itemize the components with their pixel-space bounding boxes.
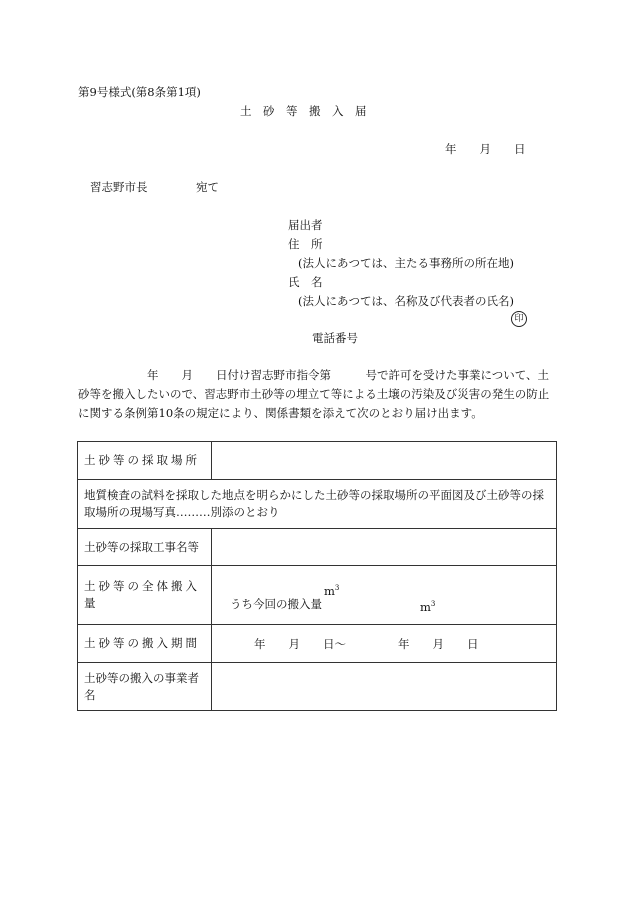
period-from: 年 月 日〜 [254,637,346,651]
construction-name-label: 土砂等の採取工事名等 [78,529,212,566]
addressee: 習志野市長 [90,180,148,194]
body-paragraph: 年 月 日付け習志野市指令第 号で許可を受けた事業について、土砂等を搬入したいので、習志野市土砂等の埋立て等による土壌の汚染及び災害の発生の防止に関する条例第10条の規定により、関係書類を添えて次のとおり届け出ます。 [78,368,550,420]
period-field[interactable] [212,625,557,663]
address-label: 住 所 [288,237,323,251]
name-label: 氏 名 [288,275,323,289]
period-to: 年 月 日 [398,637,479,651]
collection-site-field[interactable] [212,442,557,480]
form-table [77,441,557,711]
total-volume-label: 土砂等の全体搬入量 [78,566,212,625]
phone-label: 電話番号 [312,331,358,345]
date-line: 年 月 日 [445,142,526,156]
operator-name-label: 土砂等の搬入の事業者名 [78,663,212,711]
notifier-label: 届出者 [288,218,323,232]
attachment-note: 地質検査の試料を採取した地点を明らかにした土砂等の採取場所の平面図及び土砂等の採取場所の現場写真………別添のとおり [78,480,557,529]
table-row [78,625,557,663]
this-volume-unit: $m^3$ [420,599,436,614]
form-number: 第9号様式(第8条第1項) [78,85,201,99]
volume-field[interactable] [212,566,557,625]
table-row [78,480,557,529]
operator-name-field[interactable] [212,663,557,711]
table-row [78,529,557,566]
table-row [78,442,557,480]
period-label: 土砂等の搬入期間 [78,625,212,663]
total-volume-unit: $m^3$ [324,583,340,598]
address-note: (法人にあつては、主たる事務所の所在地) [298,256,514,270]
this-volume-label: うち今回の搬入量 [230,597,322,611]
table-row [78,663,557,711]
addressee-suffix: 宛て [196,180,219,194]
name-note: (法人にあつては、名称及び代表者の氏名) [298,294,514,308]
table-row [78,566,557,625]
document-title: 土 砂 等 搬 入 届 [240,104,367,118]
collection-site-label: 土砂等の採取場所 [78,442,212,480]
seal-mark: 印 [511,311,527,327]
applicant-block [288,218,514,313]
construction-name-field[interactable] [212,529,557,566]
